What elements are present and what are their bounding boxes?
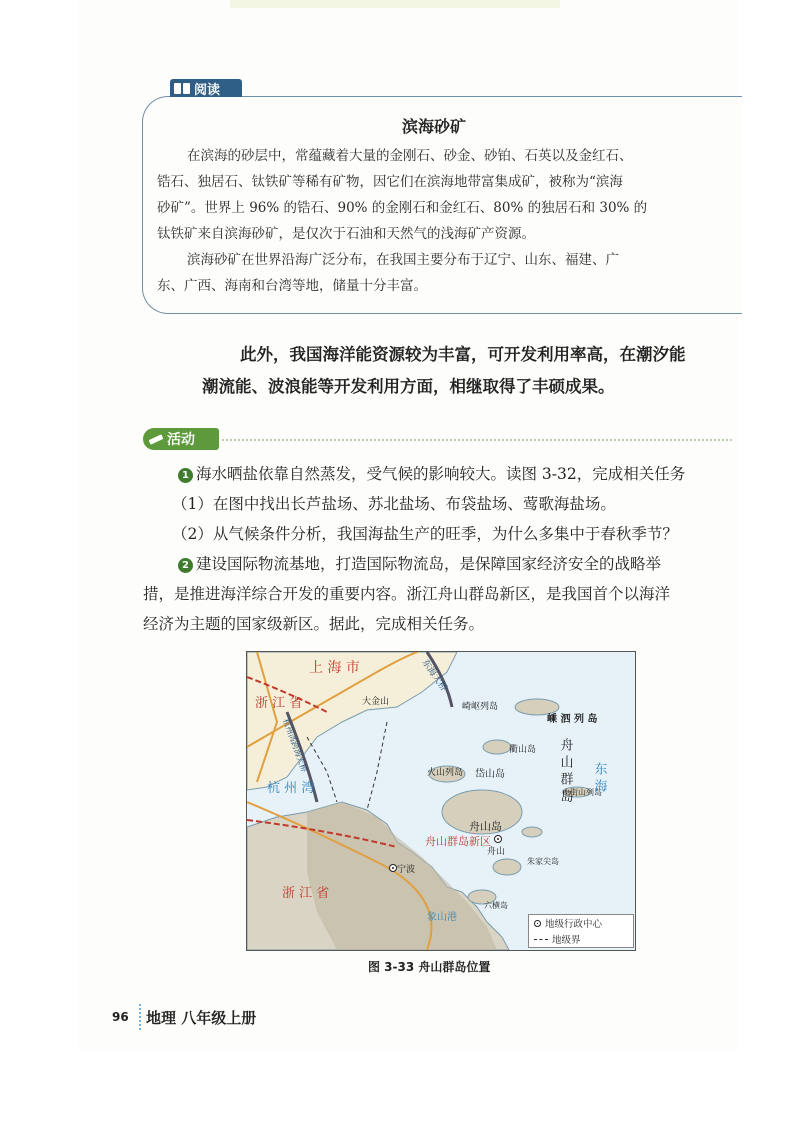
label-zhoushan-island: 舟山岛 [469, 820, 502, 833]
page-number: 96 [112, 1010, 129, 1024]
activity-divider [222, 439, 732, 441]
pen-icon [149, 434, 164, 444]
label-hangzhou-bay: 杭 州 湾 [267, 781, 315, 796]
legend-boundary-label: 地级界 [552, 935, 581, 946]
label-huoshan: 火山列岛 [427, 768, 464, 778]
top-decoration [230, 0, 560, 8]
map-caption: 图 3-33 舟山群岛位置 [368, 960, 491, 974]
activity-item-1-sub-1: （1）在图中找出长芦盐场、苏北盐场、布袋盐场、莺歌海盐场。 [172, 495, 616, 513]
reading-line-5: 滨海砂矿在世界沿海广泛分布，在我国主要分布于辽宁、山东、福建、广 [187, 252, 619, 268]
reading-line-6: 东、广西、海南和台湾等地，储量十分丰富。 [157, 278, 427, 294]
label-liuheng: 六横岛 [484, 901, 508, 910]
number-badge-2: 2 [178, 558, 193, 573]
map-legend [528, 914, 634, 948]
label-zhejiang-north: 浙 江 省 [255, 696, 303, 711]
label-shengsi: 嵊 泗 列 岛 [547, 714, 598, 725]
reading-line-3: 砂矿”。世界上 96% 的锆石、90% 的金刚石和金红石、80% 的独居石和 30% 的 [157, 200, 648, 216]
label-ningbo: 宁波 [397, 865, 416, 875]
activity-item-1-text: 海水晒盐依靠自然蒸发，受气候的影响较大。读图 3-32，完成相关任务 [196, 465, 686, 483]
body-line-2: 潮流能、波浪能等开发利用方面，相继取得了丰硕成果。 [202, 377, 615, 396]
label-hangzhou-bridge: 杭州湾跨海大桥 [281, 717, 309, 774]
legend-center [529, 915, 633, 931]
label-dajinshan: 大金山 [362, 697, 390, 707]
activity-item-1-sub-2: （2）从气候条件分析，我国海盐生产的旺季，为什么多集中于春秋季节？ [172, 525, 678, 543]
reading-line-1: 在滨海的砂层中，常蕴藏着大量的金刚石、砂金、砂铂、石英以及金红石、 [187, 148, 633, 164]
book-title: 地理 八年级上册 [146, 1009, 257, 1027]
reading-title: 滨海砂矿 [402, 117, 467, 136]
reading-tab [170, 79, 242, 97]
label-zhongjie: 中街山列岛 [562, 788, 602, 797]
label-zhoushan-islands: 舟 山 群 岛 [557, 738, 573, 803]
reading-tab-label: 阅读 [194, 82, 221, 98]
label-new-area: 舟山群岛新区 [425, 835, 491, 848]
legend-center-label: 地级行政中心 [545, 919, 603, 930]
activity-item-2 [178, 550, 733, 579]
label-zhejiang-south: 浙 江 省 [282, 886, 330, 901]
label-east-sea: 东 海 [591, 762, 607, 793]
boundary-line-icon [534, 939, 548, 940]
activity-tab [143, 428, 219, 450]
number-badge-1: 1 [178, 468, 193, 483]
label-zhoushan-city: 舟山 [487, 847, 506, 857]
label-xiangshan: 象山港 [427, 912, 457, 923]
body-line-1: 此外，我国海洋能资源较为丰富，可开发利用率高，在潮汐能 [240, 345, 686, 364]
label-shanghai: 上 海 市 [309, 660, 360, 676]
page-number-decoration [133, 1004, 141, 1030]
activity-item-2-line-2: 措，是推进海洋综合开发的重要内容。浙江舟山群岛新区，是我国首个以海洋 [143, 585, 671, 603]
label-daishan: 岱山岛 [475, 769, 505, 780]
reading-line-4: 钛铁矿来自滨海砂矿，是仅次于石油和天然气的浅海矿产资源。 [157, 226, 535, 242]
activity-item-2-line-1: 建设国际物流基地，打造国际物流岛，是保障国家经济安全的战略举 [196, 555, 662, 573]
activity-item-2-line-3: 经济为主题的国家级新区。据此，完成相关任务。 [143, 615, 485, 633]
zhoushan-map [246, 651, 636, 951]
label-zhujiajian: 朱家尖岛 [527, 857, 559, 866]
admin-center-icon [534, 920, 541, 927]
legend-boundary [529, 931, 633, 947]
activity-tab-label: 活动 [167, 432, 195, 448]
label-qiqu: 崎岖列岛 [462, 702, 499, 712]
label-qushan: 衢山岛 [509, 745, 537, 755]
label-donghai-bridge: 东海大桥 [419, 657, 449, 694]
activity-item-1 [178, 460, 733, 489]
map-svg [247, 652, 635, 950]
reading-line-2: 锆石、独居石、钛铁矿等稀有矿物，因它们在滨海地带富集成矿，被称为“滨海 [157, 174, 623, 190]
book-icon [174, 83, 190, 94]
